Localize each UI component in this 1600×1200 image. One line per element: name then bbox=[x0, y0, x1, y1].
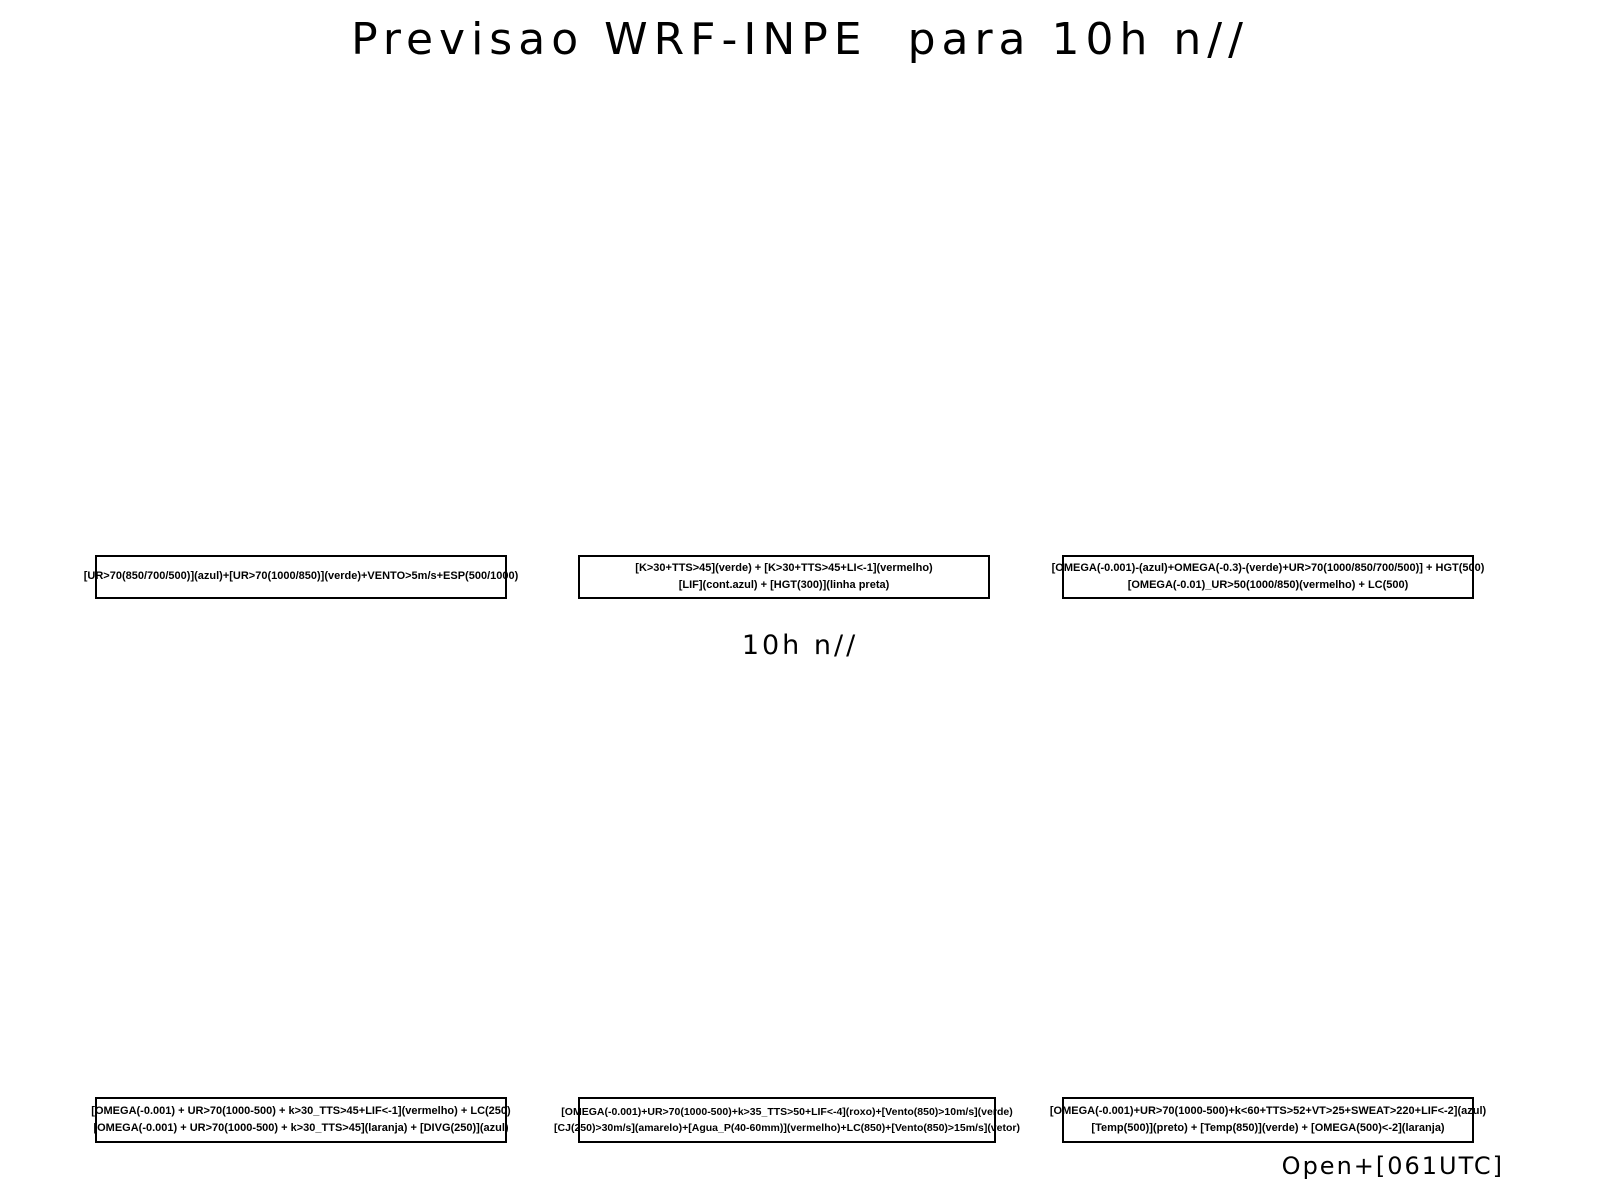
panel-caption-line: [OMEGA(-0.001)+UR>70(1000-500)+k>35_TTS>50+LIF<-4](roxo)+[Vento(850)>10m/s](verde) bbox=[561, 1105, 1013, 1118]
panel-caption-box-6 bbox=[1049, 1097, 1487, 1143]
panel-caption-box-4 bbox=[91, 1097, 511, 1143]
panel-caption-box-2 bbox=[578, 555, 990, 599]
run-time-stamp: Open+[061UTC] bbox=[1281, 1152, 1504, 1180]
panel-caption-box-3 bbox=[1051, 555, 1485, 599]
page-title: Previsao WRF-INPE para 10h n// bbox=[351, 14, 1249, 65]
panel-caption-box-5 bbox=[554, 1097, 1020, 1143]
panel-caption-line: [OMEGA(-0.001)+UR>70(1000-500)+k<60+TTS>52+VT>25+SWEAT>220+LIF<-2](azul) bbox=[1049, 1104, 1487, 1117]
center-time-label: 10h n// bbox=[741, 630, 859, 661]
panel-caption-line: [OMEGA(-0.001) + UR>70(1000-500) + k>30_TTS>45+LIF<-1](vermelho) + LC(250) bbox=[91, 1104, 511, 1117]
panel-caption-line: [OMEGA(-0.001)-(azul)+OMEGA(-0.3)-(verde)+UR>70(1000/850/700/500)] + HGT(500) bbox=[1051, 561, 1485, 574]
panel-caption-line: [K>30+TTS>45](verde) + [K>30+TTS>45+LI<-1](vermelho) bbox=[635, 561, 933, 574]
panel-caption-line: [LIF](cont.azul) + [HGT(300)](linha preta) bbox=[678, 579, 890, 591]
panel-caption-line: [CJ(250)>30m/s](amarelo)+[Agua_P(40-60mm)](vermelho)+LC(850)+[Vento(850)>15m/s](vetor) bbox=[554, 1122, 1020, 1134]
panel-caption-line: [OMEGA(-0.01)_UR>50(1000/850)(vermelho) + LC(500) bbox=[1127, 579, 1409, 591]
panel-caption-box-1 bbox=[83, 555, 519, 599]
panel-caption-line: [OMEGA(-0.001) + UR>70(1000-500) + k>30_TTS>45](laranja) + [DIVG(250)](azul) bbox=[93, 1122, 509, 1134]
panel-caption-line: [Temp(500)](preto) + [Temp(850)](verde) + [OMEGA(500)<-2](laranja) bbox=[1091, 1122, 1445, 1134]
panel-caption-line: [UR>70(850/700/500)](azul)+[UR>70(1000/850)](verde)+VENTO>5m/s+ESP(500/1000) bbox=[83, 570, 519, 583]
